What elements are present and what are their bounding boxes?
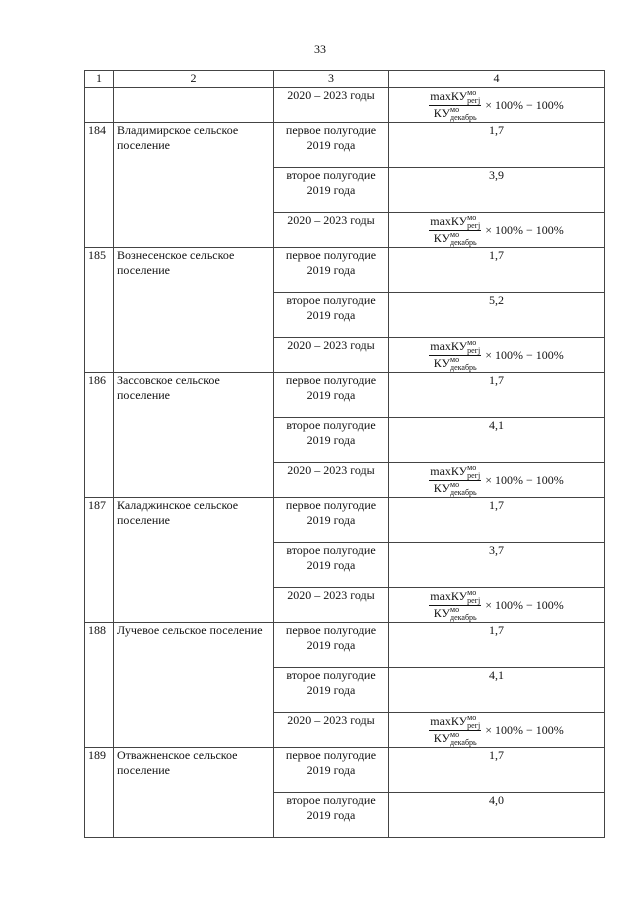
empty-cell xyxy=(85,88,114,123)
settlement-name: Каладжинское сельское поселение xyxy=(114,498,274,623)
period-cell: второе полугодие 2019 года xyxy=(274,293,389,338)
formula-cell xyxy=(389,588,605,623)
period-cell: 2020 – 2023 годы xyxy=(274,338,389,373)
numerator: maxКУмо регj xyxy=(430,463,481,480)
formula xyxy=(429,588,564,622)
period-cell: второе полугодие 2019 года xyxy=(274,668,389,713)
entry-number: 188 xyxy=(85,623,114,748)
header-col-1: 1 xyxy=(85,71,114,88)
entry-number: 189 xyxy=(85,748,114,838)
entry-number: 184 xyxy=(85,123,114,248)
denominator: КУмо декабрь xyxy=(433,605,477,622)
denominator: КУмо декабрь xyxy=(433,105,477,122)
formula-cell xyxy=(389,213,605,248)
page-number: 33 xyxy=(314,42,326,56)
entry-row-h1 xyxy=(85,373,605,418)
formula-suffix: × 100% − 100% xyxy=(485,223,564,237)
entry-row-h1 xyxy=(85,248,605,293)
entry-number: 187 xyxy=(85,498,114,623)
period-cell: 2020 – 2023 годы xyxy=(274,713,389,748)
fraction xyxy=(429,339,481,372)
period-cell: первое полугодие 2019 года xyxy=(274,748,389,793)
formula xyxy=(429,463,564,497)
empty-cell xyxy=(114,88,274,123)
denominator: КУмо декабрь xyxy=(433,730,477,747)
entry-row-h1 xyxy=(85,498,605,543)
period-cell: первое полугодие 2019 года xyxy=(274,373,389,418)
period-cell: второе полугодие 2019 года xyxy=(274,793,389,838)
formula-suffix: × 100% − 100% xyxy=(485,598,564,612)
period-cell: первое полугодие 2019 года xyxy=(274,248,389,293)
denominator: КУмо декабрь xyxy=(433,480,477,497)
value-cell: 4,1 xyxy=(389,418,605,463)
entry-row-h1 xyxy=(85,748,605,793)
formula xyxy=(429,88,564,122)
denominator: КУмо декабрь xyxy=(433,230,477,247)
entry-row-h1 xyxy=(85,623,605,668)
formula-cell xyxy=(389,338,605,373)
value-cell: 3,9 xyxy=(389,168,605,213)
numerator: maxКУмо регj xyxy=(430,713,481,730)
entry-row-h1 xyxy=(85,123,605,168)
fraction xyxy=(429,214,481,247)
value-cell: 4,0 xyxy=(389,793,605,838)
period-cell: 2020 – 2023 годы xyxy=(274,88,389,123)
period-cell: 2020 – 2023 годы xyxy=(274,463,389,498)
fraction xyxy=(429,714,481,747)
formula-suffix: × 100% − 100% xyxy=(485,473,564,487)
settlement-name: Лучевое сельское поселение xyxy=(114,623,274,748)
entry-number: 185 xyxy=(85,248,114,373)
formula xyxy=(429,213,564,247)
numerator: maxКУмо регj xyxy=(430,588,481,605)
formula-cell xyxy=(389,88,605,123)
settlement-name: Вознесенское сельское поселение xyxy=(114,248,274,373)
period-cell: первое полугодие 2019 года xyxy=(274,623,389,668)
value-cell: 1,7 xyxy=(389,748,605,793)
header-col-3: 3 xyxy=(274,71,389,88)
value-cell: 1,7 xyxy=(389,123,605,168)
value-cell: 3,7 xyxy=(389,543,605,588)
numerator: maxКУмо регj xyxy=(430,213,481,230)
formula-suffix: × 100% − 100% xyxy=(485,723,564,737)
formula-cell xyxy=(389,713,605,748)
fraction xyxy=(429,589,481,622)
continuation-row xyxy=(85,88,605,123)
formula xyxy=(429,338,564,372)
formula-suffix: × 100% − 100% xyxy=(485,348,564,362)
header-col-2: 2 xyxy=(114,71,274,88)
numerator: maxКУмо регj xyxy=(430,338,481,355)
period-cell: 2020 – 2023 годы xyxy=(274,213,389,248)
numerator: maxКУмо регj xyxy=(430,88,481,105)
formula-cell xyxy=(389,463,605,498)
header-col-4: 4 xyxy=(389,71,605,88)
period-cell: второе полугодие 2019 года xyxy=(274,418,389,463)
settlement-name: Зассовское сельское поселение xyxy=(114,373,274,498)
header-row xyxy=(85,71,605,88)
period-cell: первое полугодие 2019 года xyxy=(274,498,389,543)
value-cell: 1,7 xyxy=(389,248,605,293)
formula xyxy=(429,713,564,747)
period-cell: второе полугодие 2019 года xyxy=(274,543,389,588)
settlement-name: Отважненское сельское поселение xyxy=(114,748,274,838)
formula-suffix: × 100% − 100% xyxy=(485,98,564,112)
value-cell: 1,7 xyxy=(389,373,605,418)
settlement-name: Владимирское сельское поселение xyxy=(114,123,274,248)
fraction xyxy=(429,89,481,122)
fraction xyxy=(429,464,481,497)
value-cell: 5,2 xyxy=(389,293,605,338)
denominator: КУмо декабрь xyxy=(433,355,477,372)
entry-number: 186 xyxy=(85,373,114,498)
data-table xyxy=(84,70,605,838)
period-cell: 2020 – 2023 годы xyxy=(274,588,389,623)
value-cell: 4,1 xyxy=(389,668,605,713)
value-cell: 1,7 xyxy=(389,623,605,668)
period-cell: второе полугодие 2019 года xyxy=(274,168,389,213)
period-cell: первое полугодие 2019 года xyxy=(274,123,389,168)
value-cell: 1,7 xyxy=(389,498,605,543)
